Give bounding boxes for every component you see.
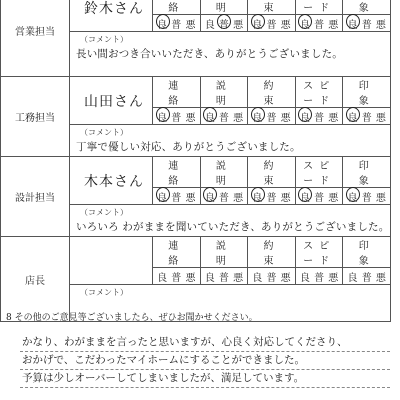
rating-option[interactable]: 普 [218,192,229,204]
role-label: 店長 [1,237,70,322]
comment-label: （コメント） [80,35,128,44]
rating-options[interactable] [153,268,201,285]
category-header: 連 絡 [153,157,201,188]
category-header: 印 象 [343,77,391,108]
rating-option[interactable]: 良 [157,189,168,204]
rating-options[interactable] [153,188,201,205]
rating-option[interactable]: 悪 [185,112,196,124]
rating-option[interactable]: 普 [314,19,325,31]
rating-option[interactable]: 良 [299,189,310,204]
category-header: 説 明 [200,157,248,188]
role-label: 工務担当 [1,77,70,157]
rating-option[interactable]: 悪 [375,19,386,31]
rating-option[interactable]: 良 [347,272,358,284]
answer-box [20,334,390,388]
staff-name: 鈴木さん [70,0,153,32]
rating-option[interactable]: 悪 [233,192,244,204]
rating-option[interactable]: 悪 [280,112,291,124]
question-8: 8 その他のご意見等ございましたら、ぜひお聞かせください。 [6,313,258,323]
rating-option[interactable]: 良 [299,109,310,124]
rating-option[interactable]: 良 [347,16,358,31]
rating-option[interactable]: 良 [252,16,263,31]
category-header: スピード [295,77,343,108]
category-header: スピード [295,157,343,188]
staff-name: 木本さん [70,157,153,205]
rating-option[interactable]: 良 [252,189,263,204]
category-header: 約 束 [248,157,296,188]
rating-options[interactable] [295,268,343,285]
rating-option[interactable]: 普 [361,192,372,204]
rating-option[interactable]: 良 [299,272,310,284]
comment-label: （コメント） [80,128,128,137]
rating-option[interactable]: 良 [204,109,215,124]
rating-options[interactable] [343,15,391,32]
rating-option[interactable]: 悪 [233,19,244,31]
rating-option[interactable]: 普 [171,192,182,204]
rating-option[interactable]: 良 [252,109,263,124]
rating-option[interactable]: 良 [299,16,310,31]
rating-option[interactable]: 悪 [185,272,196,284]
rating-option[interactable]: 普 [218,112,229,124]
rating-options[interactable] [295,15,343,32]
category-header: 束 [248,0,296,15]
rating-option[interactable]: 良 [157,272,168,284]
rating-option[interactable]: 悪 [185,192,196,204]
answer-line: おかげで、こだわったマイホームにすることができました。 [20,352,390,370]
category-header: 約 束 [248,237,296,268]
category-header: 明 [200,0,248,15]
category-header: 約 束 [248,77,296,108]
rating-option[interactable]: 普 [171,272,182,284]
rating-option[interactable]: 悪 [185,19,196,31]
rating-option[interactable]: 良 [204,19,215,31]
role-label: 設計担当 [1,157,70,237]
rating-option[interactable]: 良 [204,272,215,284]
rating-option[interactable]: 普 [361,19,372,31]
rating-option[interactable]: 普 [314,272,325,284]
rating-option[interactable]: 普 [218,16,229,31]
rating-option[interactable]: 悪 [328,112,339,124]
rating-option[interactable]: 悪 [280,272,291,284]
rating-option[interactable]: 普 [171,112,182,124]
rating-options[interactable] [200,268,248,285]
rating-option[interactable]: 普 [266,272,277,284]
rating-option[interactable]: 悪 [375,272,386,284]
category-header: ード [295,0,343,15]
rating-option[interactable]: 普 [266,19,277,31]
comment-cell[interactable] [70,125,391,157]
rating-options[interactable] [295,108,343,125]
rating-options[interactable] [200,15,248,32]
comment-text: 丁寧で優しい対応、ありがとうございました。 [76,141,301,153]
rating-options[interactable] [200,108,248,125]
rating-option[interactable]: 悪 [328,19,339,31]
role-label: 営業担当 [1,0,70,77]
category-header: 説 明 [200,77,248,108]
rating-option[interactable]: 悪 [328,192,339,204]
rating-options[interactable] [343,188,391,205]
rating-options[interactable] [153,108,201,125]
rating-options[interactable] [248,188,296,205]
rating-option[interactable]: 普 [171,19,182,31]
rating-options[interactable] [295,188,343,205]
rating-option[interactable]: 普 [266,112,277,124]
rating-options[interactable] [248,108,296,125]
comment-label: （コメント） [80,208,128,217]
category-header: スピード [295,237,343,268]
comment-cell[interactable] [70,32,391,77]
rating-options[interactable] [153,15,201,32]
rating-option[interactable]: 普 [218,272,229,284]
rating-option[interactable]: 悪 [233,112,244,124]
comment-label: （コメント） [80,288,128,297]
rating-options[interactable] [248,268,296,285]
rating-option[interactable]: 悪 [375,112,386,124]
rating-option[interactable]: 良 [157,16,168,31]
rating-option[interactable]: 良 [252,272,263,284]
rating-options[interactable] [200,188,248,205]
rating-option[interactable]: 良 [157,109,168,124]
rating-option[interactable]: 良 [204,189,215,204]
category-header: 印 象 [343,237,391,268]
rating-option[interactable]: 良 [347,109,358,124]
rating-option[interactable]: 悪 [375,192,386,204]
answer-line: 予算は少しオーバーしてしまいましたが、満足しています。 [20,370,390,388]
rating-options[interactable] [343,268,391,285]
rating-options[interactable] [248,15,296,32]
comment-text: 長い間おつき合いいただき、ありがとうございました。 [76,48,343,60]
rating-option[interactable]: 良 [347,189,358,204]
category-header: 象 [343,0,391,15]
rating-option[interactable]: 普 [314,112,325,124]
rating-option[interactable]: 悪 [328,272,339,284]
category-header: 絡 [153,0,201,15]
category-header: 連 絡 [153,77,201,108]
rating-option[interactable]: 悪 [280,192,291,204]
comment-text: いろいろ わがままを聞いていただき、ありがとうございました。 [76,221,390,233]
category-header: 連 絡 [153,237,201,268]
staff-name [70,237,153,285]
rating-option[interactable]: 普 [361,272,372,284]
staff-name: 山田さん [70,77,153,125]
rating-option[interactable]: 普 [361,112,372,124]
rating-option[interactable]: 悪 [233,272,244,284]
category-header: 印 象 [343,157,391,188]
rating-option[interactable]: 普 [266,192,277,204]
category-header: 説 明 [200,237,248,268]
comment-cell[interactable] [70,205,391,237]
rating-options[interactable] [343,108,391,125]
rating-option[interactable]: 悪 [280,19,291,31]
answer-line: かなり、わがままを言ったと思いますが、心良く対応してくださり、 [20,334,390,352]
rating-option[interactable]: 普 [314,192,325,204]
